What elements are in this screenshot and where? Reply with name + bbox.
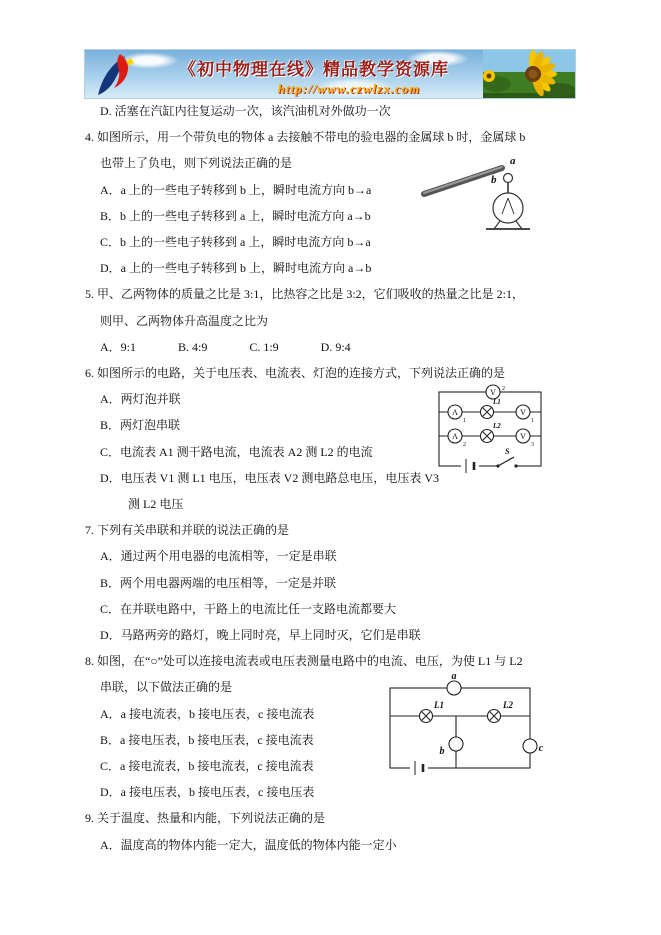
q5-options-row: A．9:1 B. 4:9 C. 1:9 D. 9:4 <box>100 339 351 354</box>
q7-option-b: B．两个用电器两端的电压相等，一定是并联 <box>100 575 337 590</box>
q6-option-a: A．两灯泡并联 <box>100 392 181 407</box>
svg-text:2: 2 <box>502 386 505 392</box>
q5-stem-line1: 5. 甲、乙两物体的质量之比是 3:1，比热容之比是 3:2，它们吸收的热量之比是 2:1， <box>85 287 525 302</box>
q4-option-b: B．b 上的一些电子转移到 a 上，瞬时电流方向 a→b <box>100 208 371 223</box>
svg-text:V: V <box>520 408 526 417</box>
electroscope-figure <box>420 150 555 234</box>
header-banner <box>85 50 575 98</box>
svg-text:A: A <box>452 432 458 441</box>
q9-option-a: A．温度高的物体内能一定大，温度低的物体内能一定小 <box>100 837 397 852</box>
electroscope-leaf-left <box>502 198 508 214</box>
q4-stem-line2: 也带上了负电，则下列说法正确的是 <box>100 156 293 171</box>
question-9 <box>85 805 560 857</box>
socket-b-label: b <box>439 746 445 757</box>
q8-stem-line1: 8. 如图，在“○”处可以连接电流表或电压表测量电路中的电流、电压，为使 L1 与 L2 <box>85 654 523 669</box>
q4-option-a: A．a 上的一些电子转移到 b 上，瞬时电流方向 b→a <box>100 182 372 197</box>
lamp-l2-label: L2 <box>503 700 513 710</box>
electroscope-leaf-right <box>508 198 514 214</box>
socket-c-label: c <box>538 743 544 754</box>
svg-text:V: V <box>520 432 526 441</box>
lamp-l1-label: L1 <box>434 700 444 710</box>
q4-stem-line1: 4. 如图所示，用一个带负电的物体 a 去接触不带电的验电器的金属球 b 时，金属球 b <box>85 130 526 145</box>
banner-title: 《初中物理在线》精品教学资源库 <box>179 60 449 79</box>
q6-option-d-line1: D．电压表 V1 测 L1 电压，电压表 V2 测电路总电压，电压表 V3 <box>100 470 439 485</box>
socket-a-label: a <box>451 671 457 682</box>
q6-option-d-line2: 测 L2 电压 <box>128 497 184 512</box>
q8-stem-line2: 串联，以下做法正确的是 <box>100 680 233 695</box>
sunflower-graphic <box>483 50 575 98</box>
socket-b <box>449 737 463 751</box>
q5-stem-line2: 则甲、乙两物体升高温度之比为 <box>100 313 269 328</box>
banner-text-area <box>145 50 483 98</box>
q8-option-b: B．a 接电压表，b 接电压表，c 接电流表 <box>100 732 314 747</box>
q7-option-c: C．在并联电路中，干路上的电流比任一支路电流都要大 <box>100 601 397 616</box>
question-5 <box>85 281 560 360</box>
circuit-figure-q6 <box>433 384 547 476</box>
svg-text:A: A <box>452 408 458 417</box>
svg-text:1: 1 <box>531 418 534 424</box>
metal-ball-b <box>504 174 513 183</box>
q6-option-b: B．两灯泡串联 <box>100 418 181 433</box>
q4-option-d: D．a 上的一些电子转移到 b 上，瞬时电流方向 a→b <box>100 261 372 276</box>
q7-stem: 7. 下列有关串联和并联的说法正确的是 <box>85 523 290 538</box>
q9-stem: 9. 关于温度、热量和内能，下列说法正确的是 <box>85 811 326 826</box>
svg-text:V: V <box>490 388 496 397</box>
svg-text:1: 1 <box>463 418 466 424</box>
lamp-l2-label: L2 <box>493 422 501 430</box>
q6-stem: 6. 如图所示的电路，关于电压表、电流表、灯泡的连接方式，下列说法正确的是 <box>85 366 506 381</box>
q8-option-c: C．a 接电流表，b 接电流表，c 接电流表 <box>100 759 314 774</box>
q7-option-d: D．马路两旁的路灯，晚上同时亮，早上同时灭，它们是串联 <box>100 628 421 643</box>
ball-label-b: b <box>491 174 497 186</box>
site-logo-icon <box>85 50 145 98</box>
socket-c <box>523 739 537 753</box>
q7-option-a: A．通过两个用电器的电流相等，一定是串联 <box>100 549 337 564</box>
rod-label-a: a <box>510 155 516 167</box>
socket-a <box>447 681 461 695</box>
svg-text:3: 3 <box>531 442 534 448</box>
switch-s-label: S <box>505 447 510 456</box>
logo-graphic <box>89 51 145 97</box>
question-7 <box>85 517 560 648</box>
q8-option-d: D．a 接电压表，b 接电压表，c 接电压表 <box>100 785 315 800</box>
svg-text:2: 2 <box>463 442 466 448</box>
q6-option-c: C．电流表 A1 测干路电流，电流表 A2 测 L2 的电流 <box>100 444 373 459</box>
q3-option-d: D. 活塞在汽缸内往复运动一次，该汽油机对外做功一次 <box>100 104 391 118</box>
sunflower-image <box>483 50 575 98</box>
circuit-figure-q8 <box>384 670 546 782</box>
lamp-l1-label: L1 <box>493 398 501 406</box>
banner-url-link[interactable]: http://www.czwlzx.com <box>277 81 421 96</box>
q4-option-c: C．b 上的一些电子转移到 a 上，瞬时电流方向 b→a <box>100 235 371 250</box>
electroscope-jar <box>493 193 523 223</box>
q8-option-a: A．a 接电流表，b 接电压表，c 接电流表 <box>100 706 315 721</box>
